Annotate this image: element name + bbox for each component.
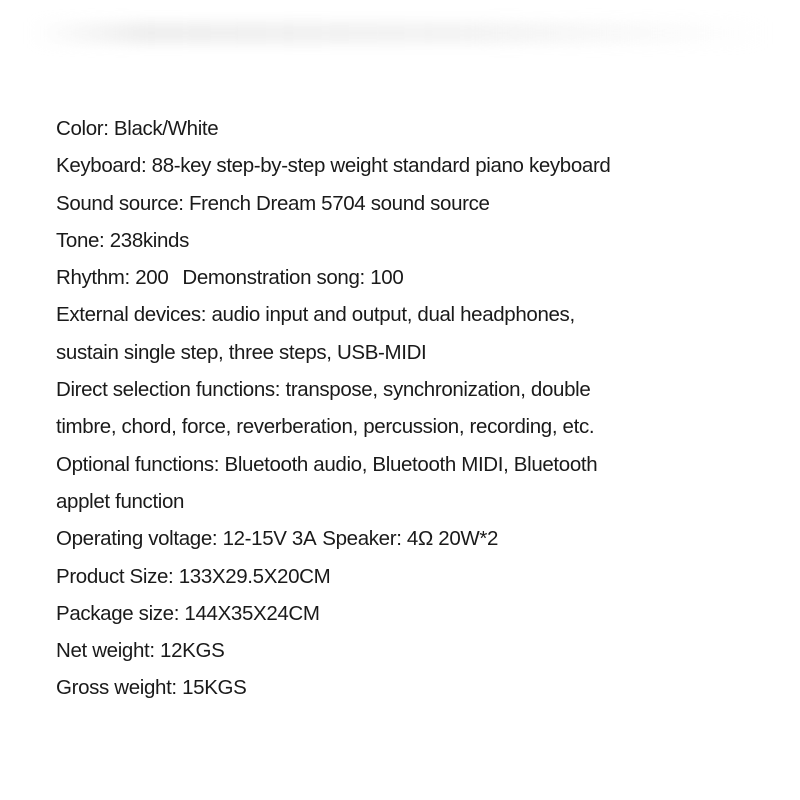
spec-product-size — [56, 562, 756, 599]
spec-net-weight-text: Net weight: 12KGS — [56, 639, 225, 663]
spec-external-devices-text-2: sustain single step, three steps, USB-MIDI — [56, 340, 427, 364]
spec-external-devices-text-1: External devices: audio input and output, dual headphones, — [56, 303, 575, 327]
spec-color — [56, 114, 756, 151]
spec-voltage-text: Operating voltage: 12-15V 3A — [56, 527, 317, 551]
spec-product-size-text: Product Size: 133X29.5X20CM — [56, 564, 331, 588]
spec-optional-functions-cont — [56, 487, 756, 524]
spec-rhythm-demo — [56, 263, 756, 300]
spec-keyboard — [56, 151, 756, 188]
spec-demo-song-text: Demonstration song: 100 — [182, 266, 404, 290]
spec-package-size-text: Package size: 144X35X24CM — [56, 601, 320, 625]
spec-optional-functions — [56, 450, 756, 487]
spec-color-text: Color: Black/White — [56, 117, 219, 140]
spec-package-size — [56, 599, 756, 636]
spec-sound-source — [56, 189, 756, 226]
spec-optional-text-1: Optional functions: Bluetooth audio, Bluetooth MIDI, Bluetooth — [56, 452, 598, 476]
spec-net-weight — [56, 636, 756, 673]
faded-header-band — [30, 22, 770, 44]
spec-external-devices — [56, 300, 756, 337]
spec-gross-weight-text: Gross weight: 15KGS — [56, 676, 247, 700]
spec-optional-text-2: applet function — [56, 489, 185, 513]
spec-list — [56, 114, 756, 711]
spec-sound-source-text: Sound source: French Dream 5704 sound source — [56, 191, 490, 215]
spec-direct-selection-text-1: Direct selection functions: transpose, synchronization, double — [56, 378, 591, 402]
spec-tone-text: Tone: 238kinds — [56, 228, 190, 252]
spec-speaker-text: Speaker: 4Ω 20W*2 — [322, 527, 499, 551]
spec-keyboard-text: Keyboard: 88-key step-by-step weight standard piano keyboard — [56, 154, 611, 178]
spec-voltage-speaker — [56, 524, 756, 561]
spec-direct-selection-text-2: timbre, chord, force, reverberation, percussion, recording, etc. — [56, 415, 595, 439]
spec-external-devices-cont — [56, 338, 756, 375]
spec-rhythm-text: Rhythm: 200 — [56, 266, 169, 290]
spec-direct-selection-cont — [56, 412, 756, 449]
spec-direct-selection — [56, 375, 756, 412]
spec-tone — [56, 226, 756, 263]
spec-gross-weight — [56, 673, 756, 710]
